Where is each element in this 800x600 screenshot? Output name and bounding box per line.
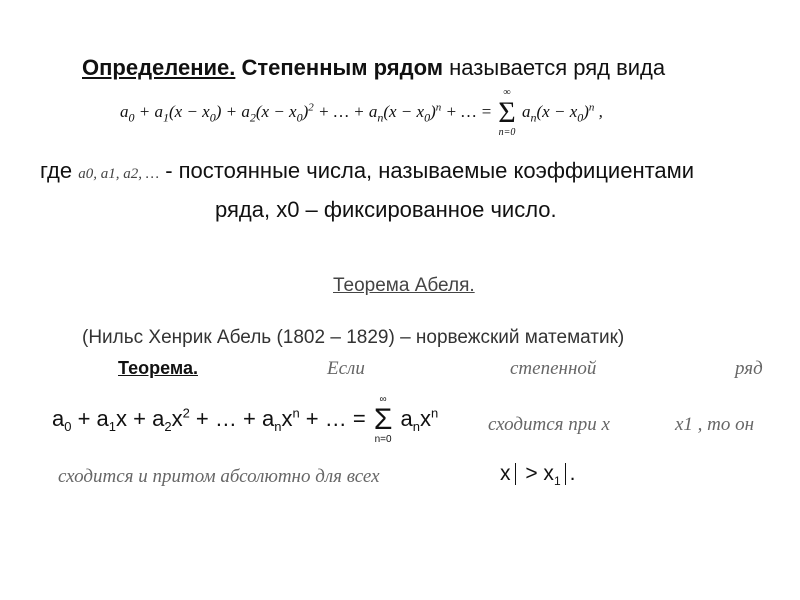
theorem-word-series: ряд xyxy=(735,358,763,379)
coefficients-line xyxy=(40,158,694,184)
series-formula-2: $a_0 + a_1x + a_2x^2$ + … + $a_nx^n$ + … = ∞ Σ n=0 $a_nx^n$ xyxy=(52,394,439,445)
theorem-title: Теорема Абеля. xyxy=(333,275,475,296)
abs-inequality: $x > x_1$ . xyxy=(500,462,576,489)
sigma-sum-2: ∞ Σ n=0 xyxy=(373,394,393,445)
coefficients-text: - постоянные числа, называемые коэффициентами xyxy=(165,158,695,183)
converges-text-2: x1 , то он xyxy=(675,414,755,435)
final-dot: . xyxy=(569,462,576,485)
theorem-author: (Нильс Хенрик Абель (1802 – 1829) – норвежский математик) xyxy=(82,327,625,348)
theorem-word-power: степенной xyxy=(510,358,597,379)
coefficient-symbols: a0, a1, a2, … xyxy=(78,166,160,182)
definition-term: Степенным рядом xyxy=(241,55,444,80)
definition-label: Определение. xyxy=(82,55,236,80)
definition-rest: называется ряд вида xyxy=(449,55,666,80)
series-formula-render: $a_0 + a_1(x - x_0) + a_2(x - x_0)^2$ + … + $a_n(x - x_0)^n$ + … = ∞ Σ n=0 $a_n(x - x_0)^n$ , xyxy=(120,87,603,138)
theorem-label: Теорема. xyxy=(118,358,198,378)
definition-line xyxy=(82,55,665,81)
absolute-convergence-text: сходится и притом абсолютно для всех xyxy=(58,466,380,487)
series-formula xyxy=(120,88,603,138)
theorem-word-if: Если xyxy=(327,358,365,379)
where-prefix: где xyxy=(40,158,73,183)
sigma-sum: ∞ Σ n=0 xyxy=(498,87,516,138)
coefficients-line-2: ряда, x0 – фиксированное число. xyxy=(215,197,557,222)
converges-text: сходится при x xyxy=(488,414,610,435)
